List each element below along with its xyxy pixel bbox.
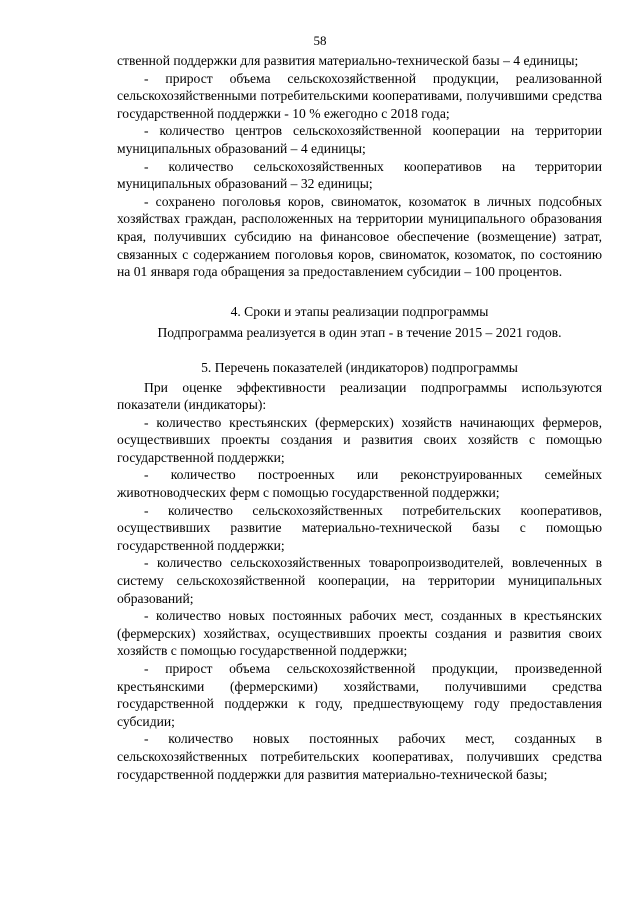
paragraph-continuation: ственной поддержки для развития материально-технической базы – 4 единицы; — [117, 53, 579, 68]
list-item: - количество центров сельскохозяйственной кооперации на территории муниципальных образований – 4 единицы; — [117, 123, 602, 156]
section-4-heading: 4. Сроки и этапы реализации подпрограммы — [230, 303, 489, 319]
list-item: - количество сельскохозяйственных кооперативов на территории муниципальных образований – 32 единицы; — [117, 158, 602, 192]
list-item: - прирост объема сельскохозяйственной продукции, произведенной крестьянскими (фермерскими) хозяйствами, получившими средства государственной поддержки к году, предшествующему году предоставления субсидии; — [117, 661, 602, 729]
list-item: - количество крестьянских (фермерских) хозяйств начинающих фермеров, осуществивших проекты создания и развития своих хозяйств с помощью государственной поддержки; — [117, 414, 602, 465]
list-item: - количество сельскохозяйственных потребительских кооперативов, осуществивших развитие материально-технической базы с помощью государственной поддержки; — [117, 502, 602, 553]
list-item: - сохранено поголовья коров, свиноматок, козоматок в личных подсобных хозяйствах граждан, расположенных на территории муниципального образования края, получивших субсидию на финансовое обеспечение (возмещение) затрат, связанных с содержанием поголовья коров, свиноматок, козоматок, по состоянию на 01 января года обращения за предоставлением субсидии – 100 процентов. — [117, 193, 602, 280]
list-item: - количество построенных или реконструированных семейных животноводческих ферм с помощью государственной поддержки; — [117, 467, 602, 501]
list-item: - количество новых постоянных рабочих мест, созданных в сельскохозяйственных потребительских кооперативах, получивших средства государственной поддержки для развития материально-технической базы; — [117, 731, 602, 782]
page-number: 58 — [313, 33, 327, 48]
section-5-intro: При оценке эффективности реализации подпрограммы используются показатели (индикаторы): — [117, 379, 602, 413]
section-4-text: Подпрограмма реализуется в один этап - в течение 2015 – 2021 годов. — [157, 325, 562, 341]
list-item: - количество новых постоянных рабочих мест, созданных в крестьянских (фермерских) хозяйствах, осуществивших проекты создания и развития своих хозяйств с помощью государственной поддержки; — [117, 608, 602, 659]
list-item: - количество сельскохозяйственных товаропроизводителей, вовлеченных в систему сельскохозяйственной кооперации, на территории муниципальных образований; — [117, 555, 602, 606]
list-item: - прирост объема сельскохозяйственной продукции, реализованной сельскохозяйственными потребительскими кооперативами, получившими средства государственной поддержки - 10 % ежегодно с 2018 года; — [117, 70, 602, 121]
section-5-heading: 5. Перечень показателей (индикаторов) подпрограммы — [201, 359, 518, 375]
document-body — [117, 52, 602, 783]
